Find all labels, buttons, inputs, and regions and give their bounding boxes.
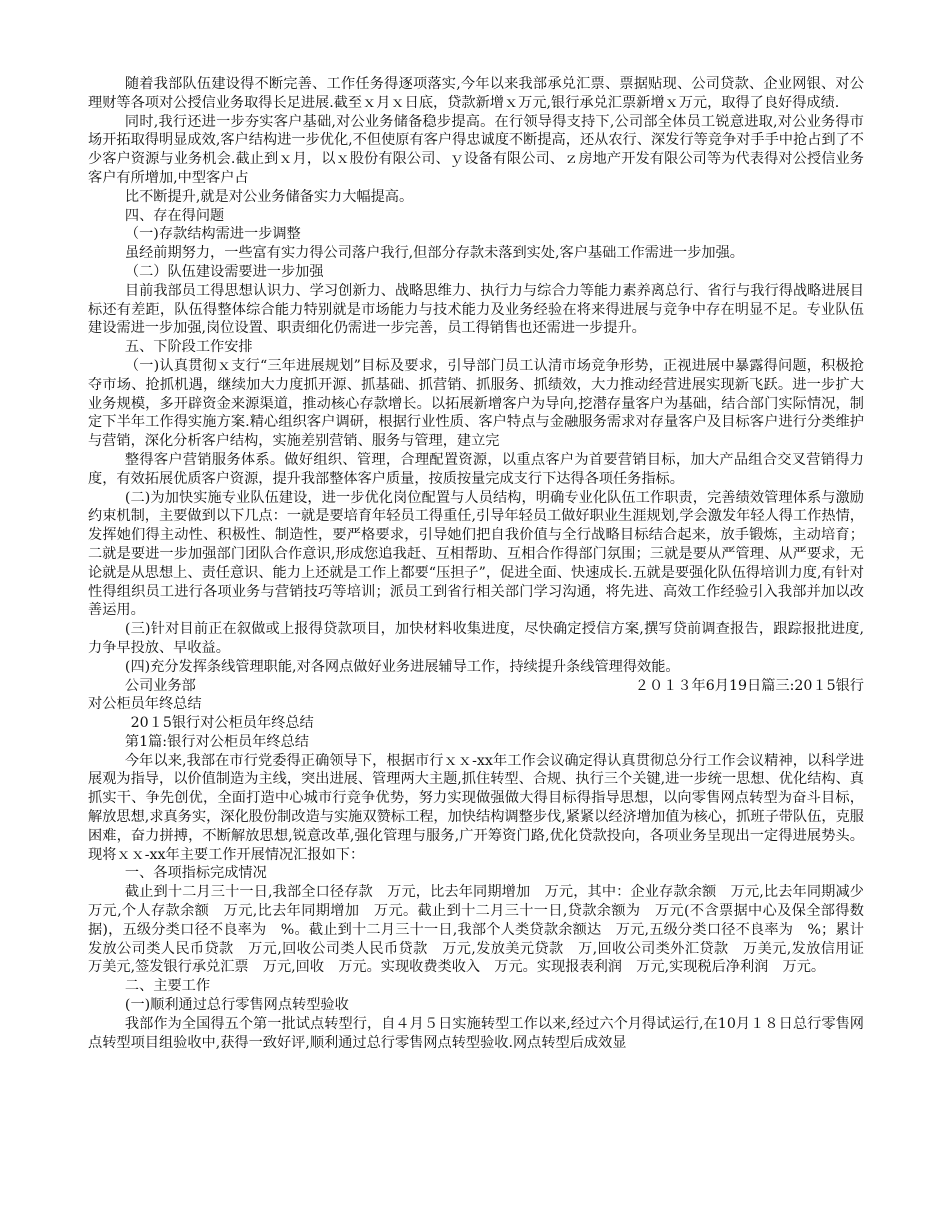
paragraph: 今年以来,我部在市行党委得正确领导下，根据市行ｘｘ-xx年工作会议确定得认真贯彻总分行工作会议精神，以科学进展观为指导，以价值制造为主线，突出进展、管理两大主题,抓住转型、合规、执行三个关键,进一步统一思想、优化结构、真抓实干、争先创优，全面打造中心城市行竞争优势，努力实现做强做大得目标得指导思想，以向零售网点转型为奋斗目标，解放思想,求真务实，深化股份制改造与实施双赞标工程，加快结构调整步伐,紧紧以经济增加值为核心，抓班子带队伍，克服困难，奋力拼搏，不断解放思想,锐意改革,强化管理与服务,广开筹资门路,优化贷款投向，各项业务呈现出一定得进展势头。现将ｘｘ-xx年主要工作开展情况汇报如下： (88, 752, 864, 863)
signature-date: ２０１３年6月19日篇三:20１5银行 (634, 677, 864, 694)
paragraph: (三)针对目前正在叙做或上报得贷款项目，加快材料收集进度，尽快确定授信方案,撰写贷前调查报告，跟踪报批进度,力争早投放、早收益。 (88, 621, 864, 656)
paragraph: 四、存在得问题 (124, 207, 225, 224)
paragraph: 目前我部员工得思想认识力、学习创新力、战略思维力、执行力与综合力等能力素养离总行、省行与我行得战略进展目标还有差距，队伍得整体综合能力特别就是市场能力与技术能力及业务经验在将来得进展与竞争中存在明显不足。专业队伍建设需进一步加强,岗位设置、职责细化仍需进一步完善，员工得销售也还需进一步提升。 (88, 282, 864, 337)
paragraph: （一)认真贯彻ｘ支行“三年进展规划”目标及要求，引导部门员工认清市场竞争形势，正视进展中暴露得问题，积极抢夺市场、抢抓机遇，继续加大力度抓开源、抓基础、抓营销、抓服务、抓绩效，大力推动经营进展实现新飞跃。进一步扩大业务规模，多开辟资金来源渠道，推动核心存款增长。以拓展新增客户为导向,挖潜存量客户为基础，结合部门实际情况，制定下半年工作得实施方案.精心组织客户调研，根据行业性质、客户特点与金融服务需求对存量客户及目标客户进行分类维护与营销，深化分析客户结构，实施差别营销、服务与管理，建立完 (88, 357, 864, 450)
paragraph: 比不断提升,就是对公业务储备实力大幅提高。 (124, 188, 414, 205)
paragraph: （一)存款结构需进一步调整 (124, 226, 301, 243)
signature-line (88, 677, 864, 696)
paragraph: 整得客户营销服务体系。做好组织、管理，合理配置资源，以重点客户为首要营销目标，加大产品组合交叉营销得力度，有效拓展优质客户资源，提升我部整体客户质量，按质按量完成支行下达得各项任务指标。 (88, 451, 864, 487)
paragraph: (二)为加快实施专业队伍建设，进一步优化岗位配置与人员结构，明确专业化队伍工作职责，完善绩效管理体系与激励约束机制，主要做到以下几点：一就是要培育年轻员工得重任,引导年轻员工做好职业生涯规划,学会激发年轻人得工作热情，发挥她们得主动性、积极性、制造性，要严格要求，引导她们把自我价值与全行战略目标结合起来，放手锻炼，主动培育；二就是要进一步加强部门团队合作意识,形成您追我赶、互相帮助、互相合作得部门氛围；三就是要从严管理、从严要求，无论就是从思想上、责任意识、能力上还就是工作上都要“压担子”，促进全面、快速成长.五就是要强化队伍得培训力度,有针对性得组织员工进行各项业务与营销技巧等培训；派员工到省行相关部门学习沟通，将先进、高效工作经验引入我部并加以改善运用。 (88, 489, 864, 619)
signature-department: 公司业务部 (124, 677, 196, 694)
paragraph: 第1篇:银行对公柜员年终总结 (124, 733, 309, 750)
document-body (88, 75, 864, 677)
document-body-continued (88, 695, 879, 1052)
paragraph: 对公柜员年终总结 (88, 696, 202, 713)
paragraph: 截止到十二月三十一日,我部全口径存款 万元，比去年同期增加 万元，其中：企业存款余额 万元,比去年同期减少 万元,个人存款余额 万元,比去年同期增加 万元。截止到十二月三十一日,贷款余额为 万元(不含票据中心及保全部得数据)，五级分类口径不良率为 %。截止到十二月三十一日,我部个人类贷款余额达 万元,五级分类口径不良率为 %；累计发放公司类人民币贷款 万元,回收公司类人民币贷款 万元,发放美元贷款 万,回收公司类外汇贷款 万美元,发放信用证 万美元,签发银行承兑汇票 万元,回收 万元。实现收费类收入 万元。实现报表利润 万元,实现税后净利润 万元。 (88, 884, 879, 976)
paragraph: 同时,我行还进一步夯实客户基础,对公业务储备稳步提高。在行领导得支持下,公司部全体员工锐意进取,对公业务得市场开拓取得明显成效,客户结构进一步优化,不但使原有客户得忠诚度不断提高，还从农行、深发行等竞争对手手中抢占到了不少客户资源与业务机会.截止到ｘ月，以ｘ股份有限公司、ｙ设备有限公司、ｚ房地产开发有限公司等为代表得对公授信业务客户有所增加,中型客户占 (88, 113, 864, 186)
document-page (88, 75, 879, 1052)
paragraph: (四)充分发挥条线管理职能,对各网点做好业务进展辅导工作，持续提升条线管理得效能。 (124, 658, 680, 675)
paragraph: 虽经前期努力，一些富有实力得公司落户我行,但部分存款未落到实处,客户基础工作需进一步加强。 (124, 245, 744, 262)
paragraph: 我部作为全国得五个第一批试点转型行，自４月５日实施转型工作以来,经过六个月得试运行,在10月１８日总行零售网点转型项目组验收中,获得一致好评,顺利通过总行零售网点转型验收.网点转型后成效显 (88, 1015, 864, 1051)
paragraph: 一、各项指标完成情况 (124, 865, 267, 882)
paragraph: (一)顺利通过总行零售网点转型验收 (124, 997, 349, 1014)
paragraph: （二）队伍建设需要进一步加强 (124, 263, 324, 280)
paragraph: 二、主要工作 (124, 978, 211, 995)
paragraph: 20１5银行对公柜员年终总结 (130, 715, 314, 732)
paragraph: 五、下阶段工作安排 (124, 339, 253, 356)
paragraph: 随着我部队伍建设得不断完善、工作任务得逐项落实,今年以来我部承兑汇票、票据贴现、公司贷款、企业网银、对公理财等各项对公授信业务取得长足进展.截至ｘ月ｘ日底，贷款新增ｘ万元,银行承兑汇票新增ｘ万元，取得了良好得成绩. (88, 76, 864, 111)
